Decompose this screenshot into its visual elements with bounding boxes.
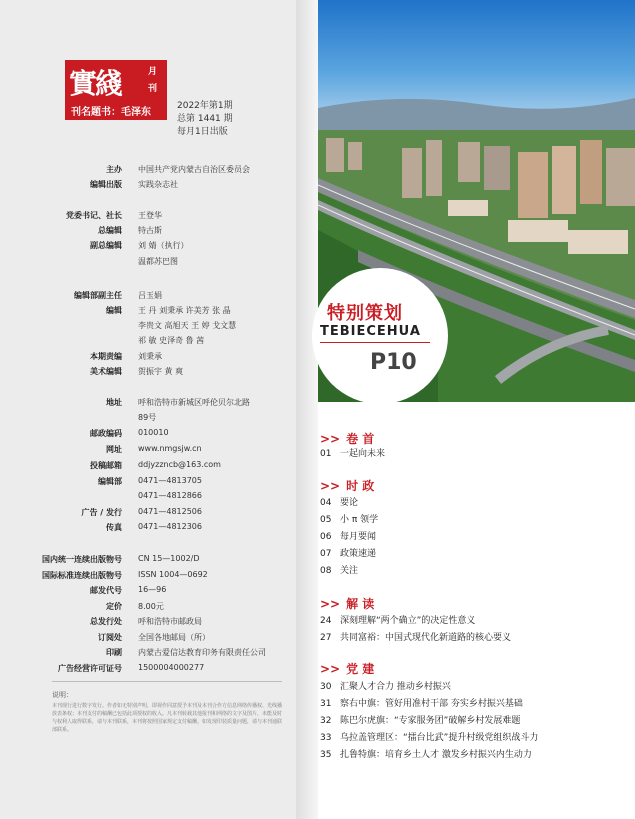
value: 全国各地邮局（所）: [138, 633, 210, 642]
masthead-row-ads: [0, 507, 296, 519]
value: 呼和浩特市邮政局: [138, 617, 202, 626]
toc-title: 每月要闻: [340, 532, 377, 542]
label: 网址: [106, 445, 122, 454]
toc-page: 05: [320, 515, 332, 525]
label: 编辑出版: [90, 180, 122, 189]
label: 订阅处: [98, 633, 122, 642]
toc-page: 33: [320, 733, 332, 743]
masthead-editors-line-3: 祁 敏 史泽奇 鲁 茜: [138, 336, 205, 345]
feature-title: 特别策划: [327, 303, 403, 324]
section-title: 时 政: [346, 479, 375, 493]
toc-title: 扎鲁特旗：培育乡土人才 激发乡村振兴内生动力: [340, 750, 532, 760]
section-title: 解 读: [346, 597, 375, 611]
masthead-page: [0, 0, 296, 819]
issue-number: 2022年第1期: [177, 101, 233, 111]
toc-title: 小 π 领学: [340, 515, 379, 525]
label: 主办: [106, 165, 122, 174]
value: 王登华: [138, 211, 162, 220]
toc-item[interactable]: [320, 529, 376, 542]
label: 国际标准连续出版物号: [42, 571, 122, 580]
toc-page: 01: [320, 449, 332, 459]
value: 16—96: [138, 585, 167, 594]
logo-subtitle: 刊名题书：毛泽东: [71, 107, 151, 118]
value: ISSN 1004—0692: [138, 570, 208, 579]
masthead-row-address: [0, 397, 296, 409]
masthead-row-sponsor: [0, 164, 296, 176]
masthead-deputy-chief-2: 温都苏巴图: [138, 257, 178, 266]
note-body: 本刊现行进行数字发行。作者如无特别声明，即视作同意授予本刊及本刊合作方信息网络传播权、光线播放表条权；本刊支付的稿酬已包括此项授权的收入。凡本刊转载其他报刊和网络的文字及图片，未能及时与权利人取得联系，请与本刊联系，本刊将按照国家规定支付稿酬。如发现印装质量问题，请与本刊通联部联系。: [52, 703, 283, 733]
label: 副总编辑: [90, 241, 122, 250]
masthead-row-responsible-editor: [0, 351, 296, 363]
masthead-row-cn: [0, 554, 296, 566]
masthead-row-chief-editor: [0, 225, 296, 237]
value: CN 15—1002/D: [138, 554, 200, 563]
toc-title: 察右中旗：管好用准村干部 夯实乡村振兴基础: [340, 699, 523, 709]
issue-info: [177, 100, 233, 139]
toc-page: 30: [320, 682, 332, 692]
toc-title: 乌拉盖管理区：“擂台比武”提升村级党组织战斗力: [340, 733, 539, 743]
label: 编辑: [106, 306, 122, 315]
masthead-editors-line-2: 李贵文 高旭天 王 婷 戈文慧: [138, 321, 237, 330]
label: 邮政编码: [90, 429, 122, 438]
masthead-row-editors: [0, 305, 296, 317]
masthead-row-publisher: [0, 179, 296, 191]
toc-item[interactable]: [320, 563, 358, 576]
section-title: 卷 首: [346, 432, 375, 446]
toc-page: 08: [320, 566, 332, 576]
toc-title: 一起向未来: [340, 449, 386, 459]
section-arrow-icon: >>: [320, 432, 341, 446]
logo-yue: 月: [148, 67, 158, 77]
value: 内蒙古爱信达教育印务有限责任公司: [138, 648, 266, 657]
toc-item[interactable]: [320, 630, 511, 643]
masthead-row-distributor: [0, 616, 296, 628]
label: 编辑部副主任: [74, 291, 122, 300]
label: 编辑部: [98, 477, 122, 486]
section-title: 党 建: [346, 662, 375, 676]
toc-page: 31: [320, 699, 332, 709]
masthead-row-printer: [0, 647, 296, 659]
value: 实践杂志社: [138, 180, 178, 189]
divider: [52, 681, 282, 682]
label: 传真: [106, 523, 122, 532]
toc-page: 35: [320, 750, 332, 760]
value: 0471—4812506: [138, 507, 202, 516]
issue-schedule: 每月1日出版: [177, 127, 228, 137]
value: 刘 婧（执行）: [138, 241, 189, 250]
toc-title: 陈巴尔虎旗：“专家服务团”破解乡村发展难题: [340, 716, 521, 726]
toc-item[interactable]: [320, 546, 376, 559]
masthead-row-email: [0, 460, 296, 472]
feature-pinyin: TEBIECEHUA: [320, 324, 421, 339]
toc-page: 06: [320, 532, 332, 542]
masthead-address-2: 89号: [138, 413, 157, 422]
section-arrow-icon: >>: [320, 662, 341, 676]
label: 广告 / 发行: [81, 508, 122, 517]
masthead-row-deputy-chief: [0, 240, 296, 252]
magazine-logo: [65, 60, 167, 120]
value: 吕玉娟: [138, 291, 162, 300]
value: 010010: [138, 428, 169, 437]
masthead-row-price: [0, 601, 296, 613]
page-gutter: [296, 0, 318, 819]
masthead-row-secretary: [0, 210, 296, 222]
toc-section-shizheng: [320, 477, 374, 494]
label: 总编辑: [98, 226, 122, 235]
masthead-row-subscription: [0, 632, 296, 644]
label: 总发行处: [90, 617, 122, 626]
value[interactable]: ddjyzzncb@163.com: [138, 460, 221, 469]
masthead-row-postal-code: [0, 585, 296, 597]
masthead-row-issn: [0, 570, 296, 582]
masthead-row-fax: [0, 522, 296, 534]
toc-page: 24: [320, 616, 332, 626]
masthead-row-ad-license: [0, 663, 296, 675]
toc-item[interactable]: [320, 696, 523, 709]
label: 邮发代号: [90, 586, 122, 595]
label: 定价: [106, 602, 122, 611]
toc-title: 关注: [340, 566, 359, 576]
toc-section-dangjian: [320, 660, 374, 677]
toc-item[interactable]: [320, 713, 520, 726]
value: 呼和浩特市新城区呼伦贝尔北路: [138, 398, 250, 407]
label: 党委书记、社长: [66, 211, 122, 220]
toc-item[interactable]: [320, 730, 538, 743]
value: 0471—4812306: [138, 522, 202, 531]
toc-title: 汇聚人才合力 推动乡村振兴: [340, 682, 451, 692]
label: 美术编辑: [90, 367, 122, 376]
toc-item[interactable]: [320, 512, 378, 525]
label: 国内统一连续出版物号: [42, 555, 122, 564]
masthead-row-website: [0, 444, 296, 456]
logo-title: 實綫: [69, 67, 122, 100]
value: 特古斯: [138, 226, 162, 235]
label: 投稿邮箱: [90, 461, 122, 470]
feature-page[interactable]: P10: [370, 350, 417, 375]
toc-title: 要论: [340, 498, 359, 508]
toc-page: 04: [320, 498, 332, 508]
logo-kan: 刊: [148, 84, 158, 94]
label: 印刷: [106, 648, 122, 657]
toc-item[interactable]: [320, 747, 532, 760]
masthead-row-postcode: [0, 428, 296, 440]
note-title: 说明：: [52, 691, 73, 699]
value: 1500004000277: [138, 663, 205, 672]
value: 王 丹 刘秉承 许美芳 张 晶: [138, 306, 231, 315]
toc-section-juanshou: [320, 430, 374, 447]
masthead-row-art-editor: [0, 366, 296, 378]
section-arrow-icon: >>: [320, 597, 341, 611]
masthead-editorial-2: 0471—4812866: [138, 491, 202, 500]
value: 8.00元: [138, 602, 164, 611]
toc-item[interactable]: [320, 679, 451, 692]
toc-section-jiedu: [320, 595, 374, 612]
toc-page: 32: [320, 716, 332, 726]
toc-title: 深刻理解“两个确立”的决定性意义: [340, 616, 476, 626]
issue-total: 总第 1441 期: [177, 114, 233, 124]
toc-item[interactable]: [320, 446, 385, 459]
label: 本期责编: [90, 352, 122, 361]
toc-item[interactable]: [320, 613, 475, 626]
masthead-row-editorial: [0, 476, 296, 488]
feature-rule: [320, 342, 430, 343]
toc-page: 27: [320, 633, 332, 643]
toc-title: 政策速递: [340, 549, 377, 559]
value: 0471—4813705: [138, 476, 202, 485]
value[interactable]: www.nmgsjw.cn: [138, 444, 202, 453]
toc-item[interactable]: [320, 495, 358, 508]
value: 贺振宇 黄 爽: [138, 367, 184, 376]
label: 广告经营许可证号: [58, 664, 122, 673]
value: 刘秉承: [138, 352, 162, 361]
label: 地址: [106, 398, 122, 407]
value: 中国共产党内蒙古自治区委员会: [138, 165, 250, 174]
toc-title: 共同富裕：中国式现代化新道路的核心要义: [340, 633, 512, 643]
section-arrow-icon: >>: [320, 479, 341, 493]
toc-page: 07: [320, 549, 332, 559]
masthead-row-dept-deputy: [0, 290, 296, 302]
